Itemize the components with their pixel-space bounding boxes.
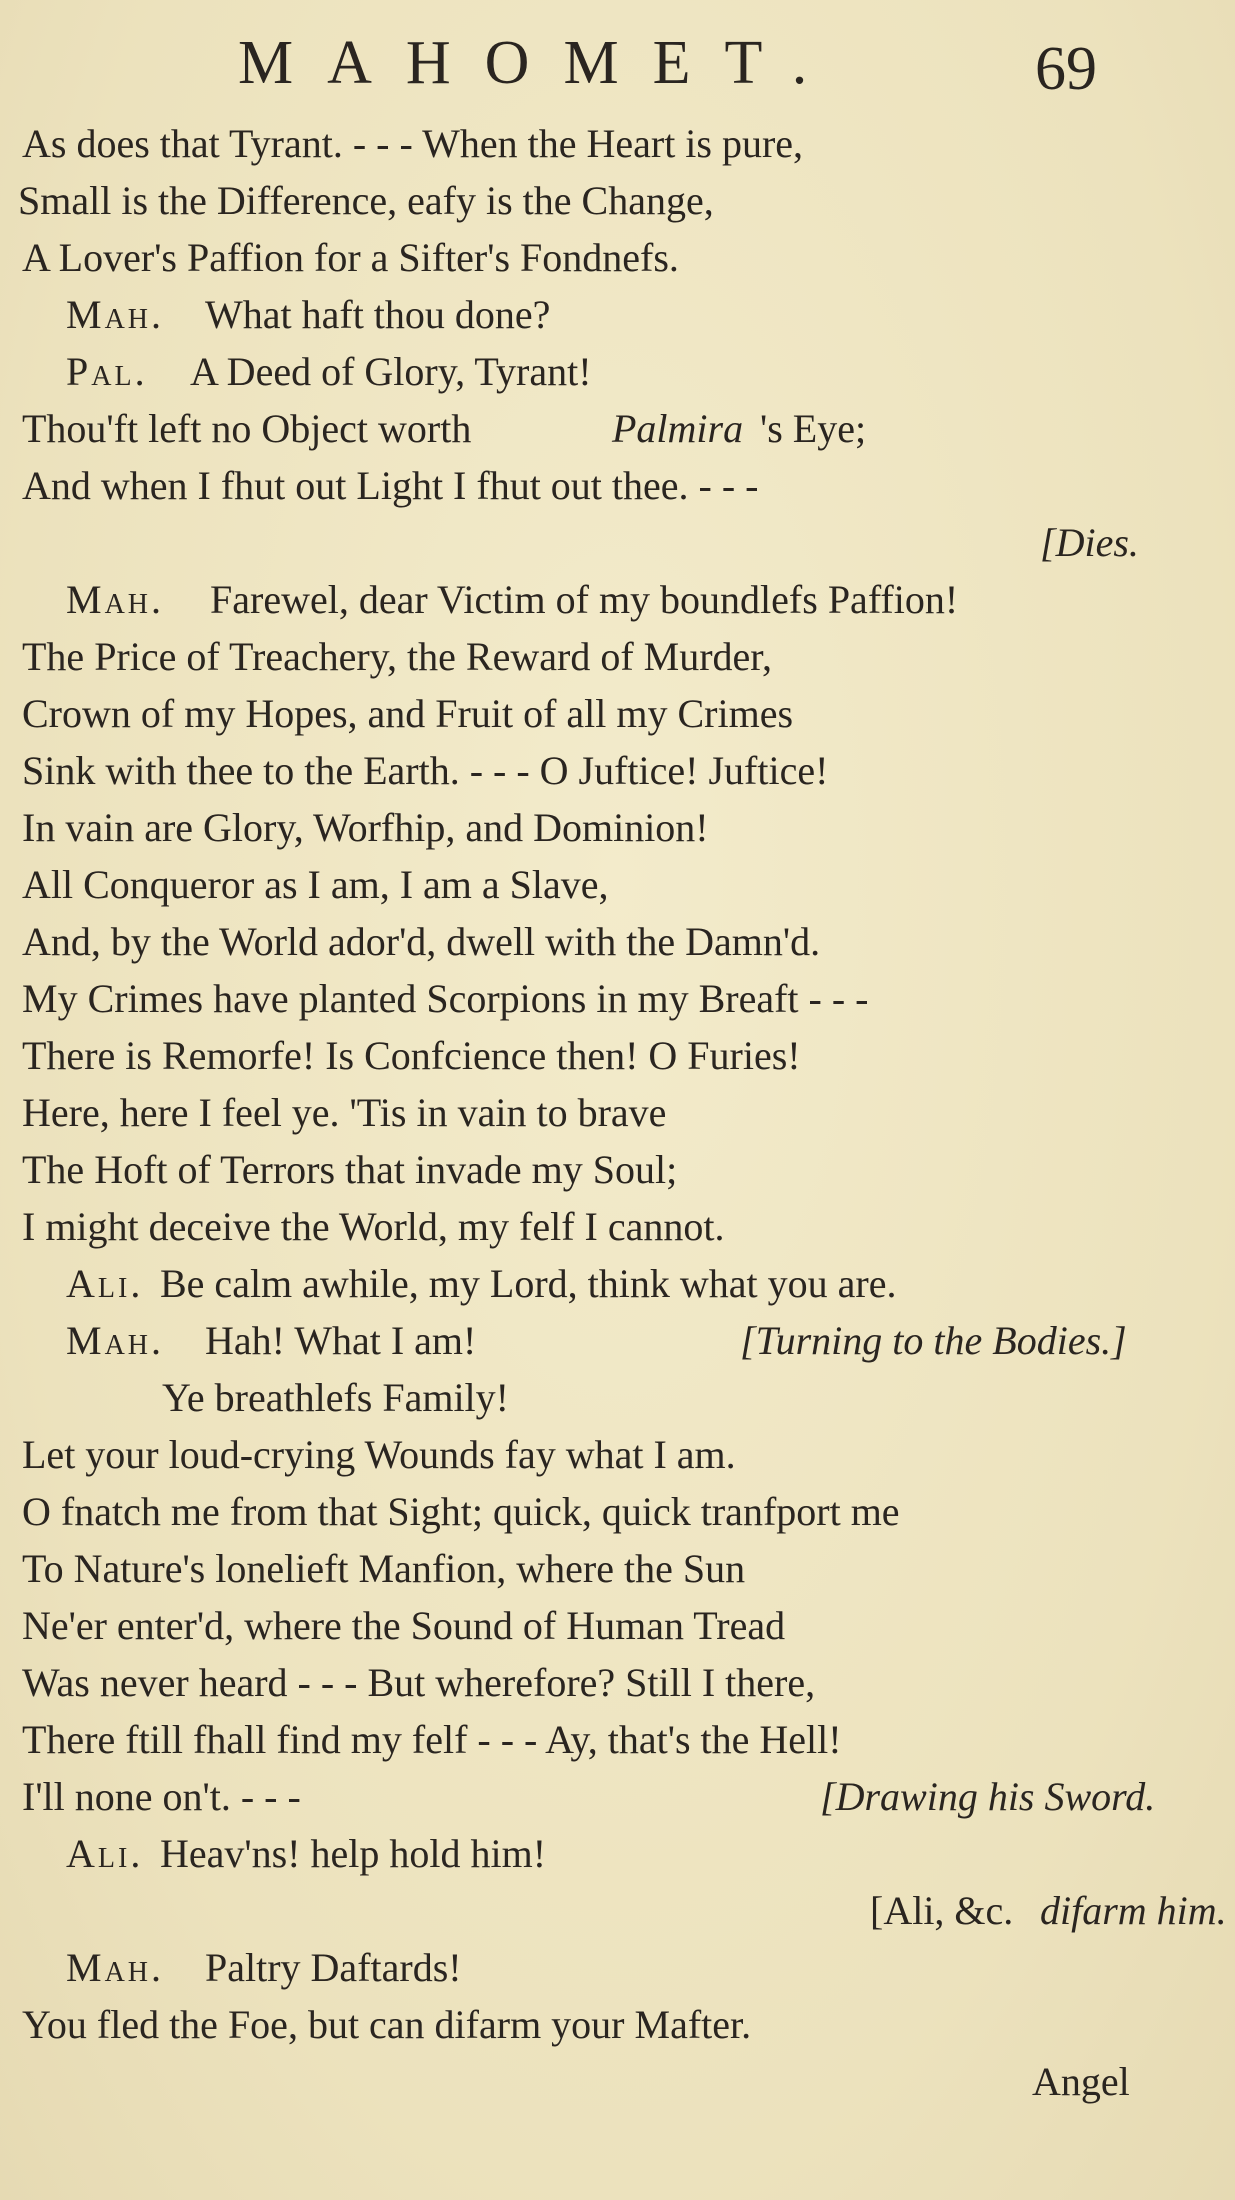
speech-line: Mah. Paltry Daftards!: [66, 1945, 462, 1990]
page-header: [0, 28, 1235, 108]
speech-line: Ali. Be calm awhile, my Lord, think what you are.: [66, 1261, 897, 1306]
speaker-name: Ali.: [66, 1831, 144, 1876]
verse-line: And, by the World ador'd, dwell with the Damn'd.: [22, 919, 821, 964]
stage-direction: [Drawing his Sword.: [820, 1774, 1156, 1819]
verse-line: Was never heard - - - But wherefore? Still I there,: [22, 1660, 816, 1705]
speech-line: Mah. Hah! What I am! [Turning to the Bodies.]: [66, 1318, 1127, 1363]
verse-line: Here, here I feel ye. 'Tis in vain to brave: [22, 1090, 667, 1135]
verse-line: A Lover's Paffion for a Sifter's Fondnefs.: [22, 235, 679, 280]
verse-line: Thou'ft left no Object worth Palmira 's Eye;: [22, 406, 867, 451]
verse-line: There is Remorfe! Is Confcience then! O Furies!: [22, 1033, 801, 1078]
stage-direction: [Turning to the Bodies.]: [740, 1318, 1127, 1363]
verse-line: My Crimes have planted Scorpions in my Breaft - - -: [22, 976, 869, 1021]
verse-line: Sink with thee to the Earth. - - - O Juftice! Juftice!: [22, 748, 829, 793]
speech-line: Mah. What haft thou done?: [66, 292, 551, 337]
verse-line: Small is the Difference, eafy is the Change,: [18, 178, 714, 223]
verse-line: I might deceive the World, my felf I cannot.: [22, 1204, 725, 1249]
stage-direction: [Dies.: [1040, 520, 1139, 565]
verse-line: The Hoft of Terrors that invade my Soul;: [22, 1147, 678, 1192]
verse-line: In vain are Glory, Worfhip, and Dominion!: [22, 805, 709, 850]
verse-line: Let your loud-crying Wounds fay what I am.: [22, 1432, 736, 1477]
verse-line: O fnatch me from that Sight; quick, quick tranfport me: [22, 1489, 900, 1534]
speech-line: Pal. A Deed of Glory, Tyrant!: [66, 349, 592, 394]
verse-line: As does that Tyrant. - - - When the Heart is pure,: [22, 121, 804, 166]
stage-direction: [Ali, &c. difarm him.: [870, 1888, 1227, 1933]
character-name: Palmira: [612, 406, 744, 451]
verse-line: And when I fhut out Light I fhut out thee. - - -: [22, 463, 759, 508]
verse-line: The Price of Treachery, the Reward of Murder,: [22, 634, 772, 679]
speaker-name: Mah.: [66, 1945, 165, 1990]
verse-line: There ftill fhall find my felf - - - Ay, that's the Hell!: [22, 1717, 842, 1762]
catchword: Angel: [1032, 2059, 1130, 2104]
verse-line: All Conqueror as I am, I am a Slave,: [22, 862, 609, 907]
speaker-name: Mah.: [66, 577, 165, 622]
running-title: MAHOMET.: [238, 29, 842, 97]
verse-line: You fled the Foe, but can difarm your Mafter.: [22, 2002, 752, 2047]
speaker-name: Mah.: [66, 292, 165, 337]
speaker-name: Pal.: [66, 349, 148, 394]
verse-line: Crown of my Hopes, and Fruit of all my Crimes: [22, 691, 794, 736]
verse-line: Ne'er enter'd, where the Sound of Human Tread: [22, 1603, 786, 1648]
speech-line: Ali. Heav'ns! help hold him!: [66, 1831, 547, 1876]
speech-line: I'll none on't. - - - [Drawing his Sword.: [22, 1774, 1156, 1819]
page-number: 69: [1035, 35, 1097, 103]
speaker-name: Mah.: [66, 1318, 165, 1363]
speaker-name: Ali.: [66, 1261, 144, 1306]
verse-line: Ye breathlefs Family!: [162, 1375, 509, 1420]
verse-line: To Nature's lonelieft Manfion, where the Sun: [22, 1546, 746, 1591]
speech-line: Mah. Farewel, dear Victim of my boundlefs Paffion!: [66, 577, 959, 622]
